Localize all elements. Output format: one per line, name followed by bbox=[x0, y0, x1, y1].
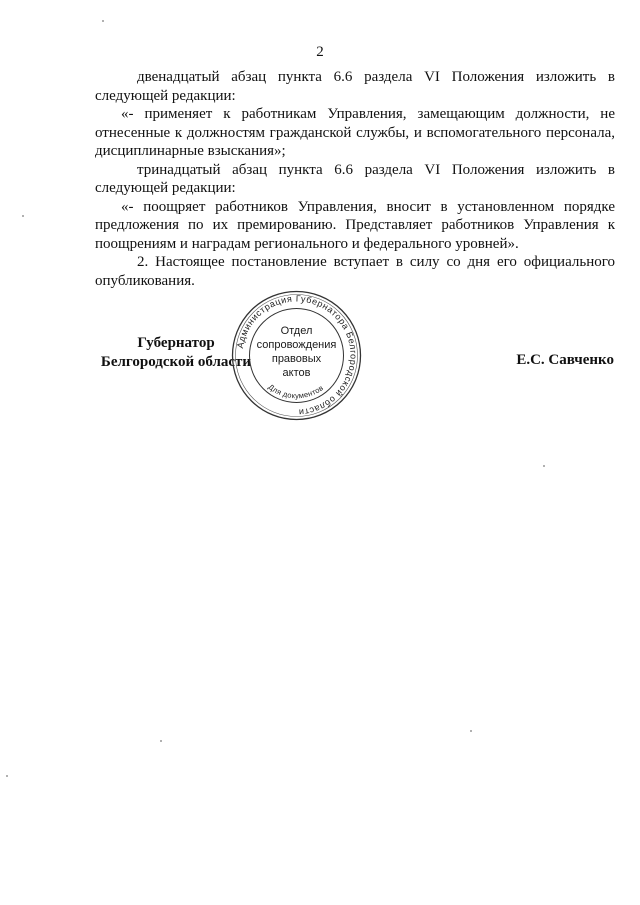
stamp-center-line: правовых bbox=[271, 353, 322, 365]
scan-speck bbox=[22, 215, 24, 217]
scan-speck bbox=[102, 20, 104, 22]
page-number: 2 bbox=[316, 44, 324, 60]
stamp-center-line: сопровождения bbox=[256, 339, 337, 351]
document-body bbox=[95, 68, 615, 290]
stamp-center-line: актов bbox=[282, 367, 311, 379]
paragraph-5: 2. Настоящее постановление вступает в силу со дня его официального опубликования. bbox=[95, 254, 615, 289]
paragraph-4: «- поощряет работников Управления, вносит в установленном порядке предложения по их премированию. Представляет работников Управления к поощрениям и наградам регионального и федерального уровней». bbox=[95, 198, 615, 252]
stamp-bottom-text: Для документов bbox=[266, 382, 326, 401]
signatory-title-line1: Губернатор bbox=[137, 335, 215, 351]
scan-speck bbox=[160, 740, 162, 742]
stamp-center-line: Отдел bbox=[280, 325, 313, 337]
paragraph-1: двенадцатый абзац пункта 6.6 раздела VI Положения изложить в следующей редакции: bbox=[95, 69, 615, 104]
scan-speck bbox=[470, 730, 472, 732]
paragraph-2: «- применяет к работникам Управления, замещающим должности, не отнесенные к должностям гражданской службы, и вспомогательного персонала, дисциплинарные взыскания»; bbox=[95, 106, 615, 159]
signatory-name: Е.С. Савченко bbox=[516, 352, 614, 368]
scan-speck bbox=[543, 465, 545, 467]
stamp-ring-text: Администрация Губернатора Белгородской области bbox=[234, 293, 359, 418]
stamp-center bbox=[249, 324, 344, 380]
signatory-title-line2: Белгородской области bbox=[100, 354, 252, 370]
paragraph-3: тринадцатый абзац пункта 6.6 раздела VI Положения изложить в следующей редакции: bbox=[95, 161, 615, 196]
scan-speck bbox=[6, 775, 8, 777]
